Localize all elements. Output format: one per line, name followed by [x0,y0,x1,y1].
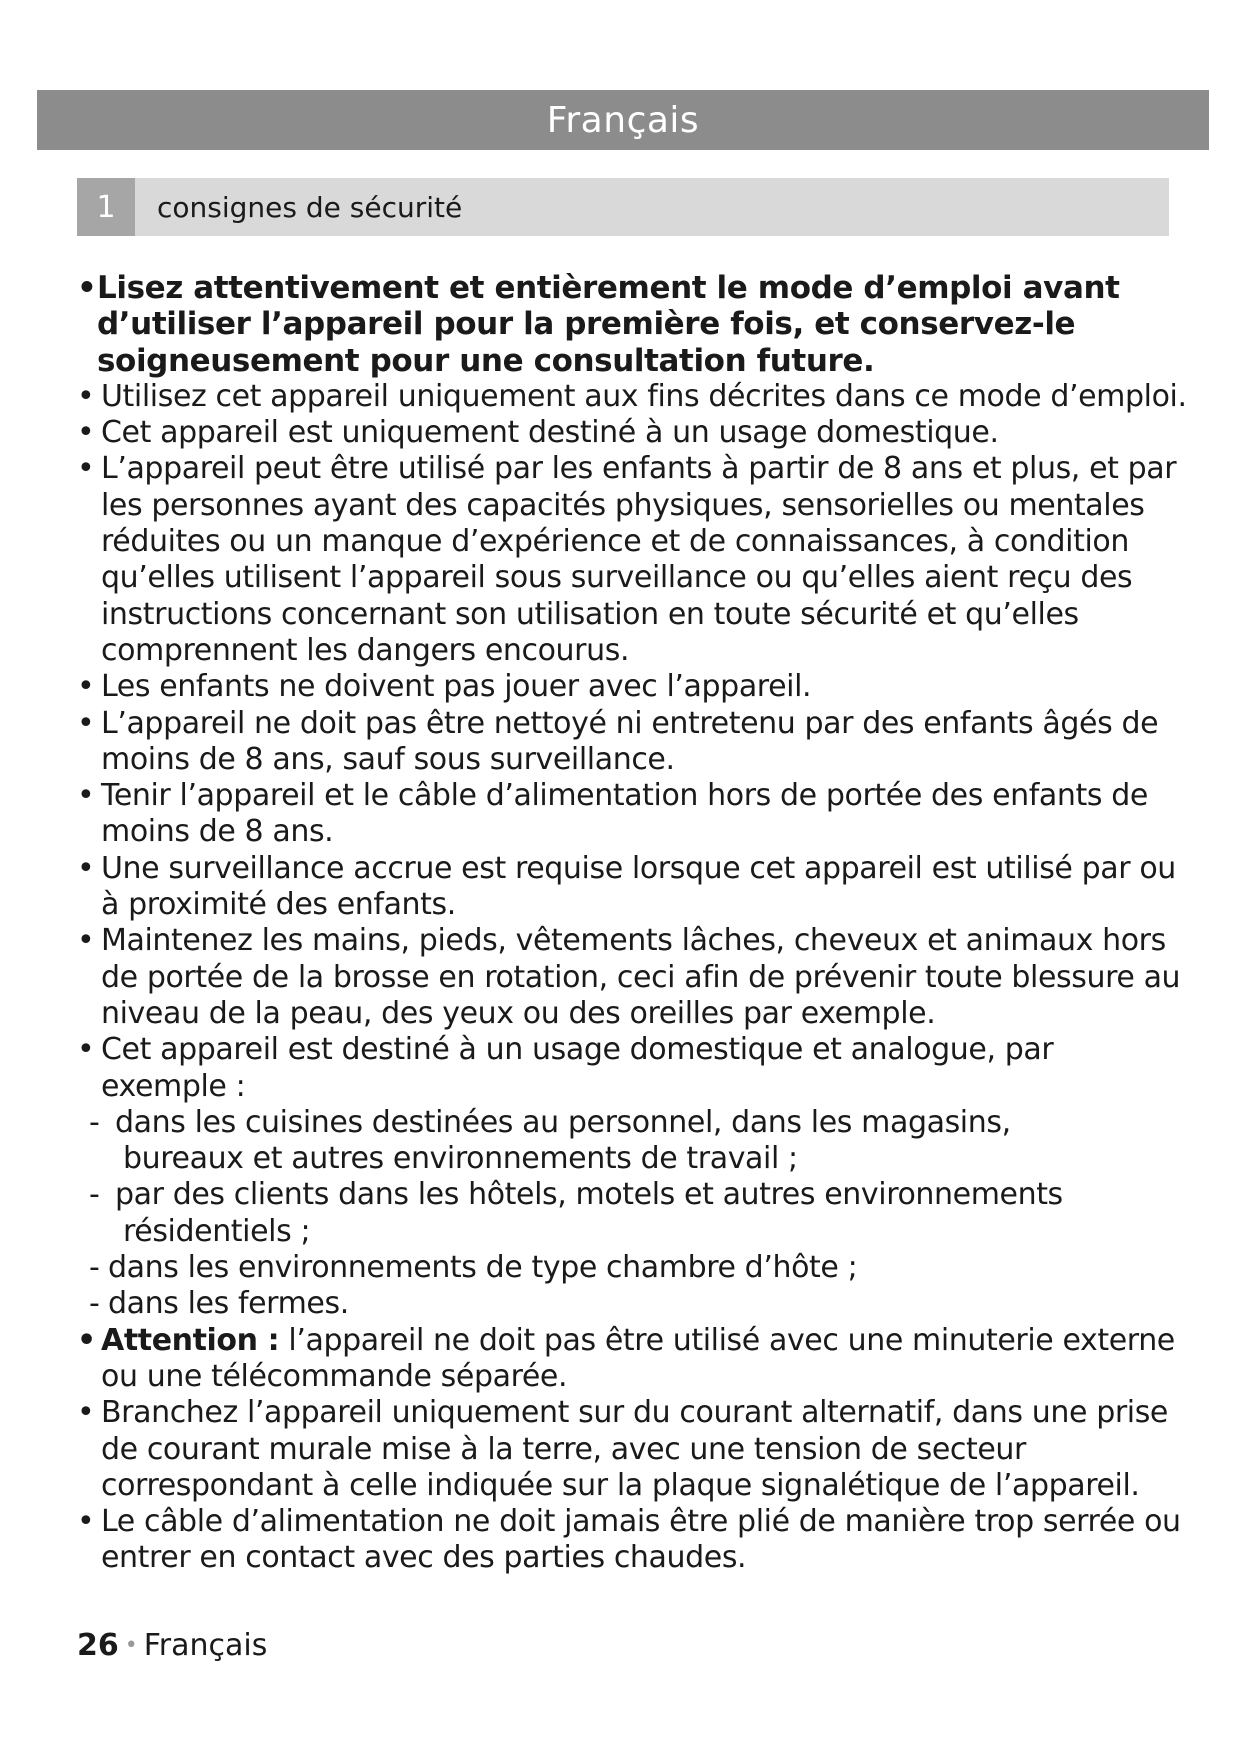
safety-instructions [77,270,1187,1577]
list-item [77,851,1187,924]
list-item [77,415,1187,451]
attention-label: Attention : [101,1322,280,1358]
list-item [77,669,1187,705]
bullet-icon: • [77,850,95,886]
item-text: Maintenez les mains, pieds, vêtements lâches, cheveux et animaux hors de portée de la brosse en rotation, ceci afin de prévenir toute blessure au niveau de la peau, des yeux ou des oreilles par exemple. [101,923,1181,1031]
item-text: Une surveillance accrue est requise lorsque cet appareil est utilisé par ou à proximité des enfants. [101,850,1176,923]
list-item [77,451,1187,669]
bullet-icon: • [77,778,95,814]
dash-icon: - [89,1104,100,1140]
item-text: Utilisez cet appareil uniquement aux fins décrites dans ce mode d’emploi. [101,378,1187,414]
list-item [77,706,1187,779]
bullet-icon: • [77,1395,95,1431]
list-item [77,778,1187,851]
language-header-title: Français [546,99,700,141]
sub-item-text-continued: bureaux et autres environnements de travail ; [123,1141,798,1177]
list-item [77,1504,1187,1577]
sub-item-text: dans les fermes. [108,1286,349,1322]
list-item [77,1032,1187,1105]
dash-icon: - [89,1286,100,1322]
dash-icon: - [89,1177,100,1213]
bullet-icon: • [77,1032,95,1068]
item-text: Les enfants ne doivent pas jouer avec l’appareil. [101,669,812,705]
item-text: Branchez l’appareil uniquement sur du courant alternatif, dans une prise de courant murale mise à la terre, avec une tension de secteur correspondant à celle indiquée sur la plaque signalétique de l’appareil. [101,1395,1168,1503]
footer-language: Français [143,1628,268,1663]
page-footer [77,1628,267,1663]
bullet-icon: • [77,451,95,487]
item-text: Lisez attentivement et entièrement le mode d’emploi avant d’utiliser l’appareil pour la première fois, et conservez-le soigneusement pour une consultation future. [97,270,1120,379]
attention-text: l’appareil ne doit pas être utilisé avec une minuterie externe ou une télécommande séparée. [101,1322,1175,1394]
bullet-icon: • [77,705,95,741]
bullet-icon: • [77,270,97,306]
bullet-icon: • [77,378,95,414]
item-text: L’appareil peut être utilisé par les enfants à partir de 8 ans et plus, et par les personnes ayant des capacités physiques, sensorielles ou mentales réduites ou un manque d’expérience et de connaissances, à condition qu’elles utilisent l’appareil sous surveillance ou qu’elles aient reçu des instructions concernant son utilisation en toute sécurité et qu’elles comprennent les dangers encourus. [101,451,1177,668]
bullet-icon: • [77,923,95,959]
sub-item-text: par des clients dans les hôtels, motels et autres environnements [115,1177,1063,1213]
attention-item [77,1323,1187,1396]
item-text: Cet appareil est uniquement destiné à un usage domestique. [101,415,999,451]
sub-item-text: dans les environnements de type chambre d’hôte ; [108,1250,858,1286]
section-title: consignes de sécurité [157,190,463,224]
bullet-icon: • [77,1504,95,1540]
section-number: 1 [77,178,135,236]
list-item [77,1395,1187,1504]
footer-separator: • [124,1633,138,1658]
dash-icon: - [89,1250,100,1286]
bullet-icon: • [77,669,95,705]
page-number: 26 [77,1628,119,1663]
item-text: L’appareil ne doit pas être nettoyé ni entretenu par des enfants âgés de moins de 8 ans, sauf sous surveillance. [101,705,1159,777]
sub-list-item [77,1286,1187,1322]
item-text: Le câble d’alimentation ne doit jamais être plié de manière trop serrée ou entrer en contact avec des parties chaudes. [101,1504,1181,1576]
sub-item-text: dans les cuisines destinées au personnel, dans les magasins, [115,1104,1011,1140]
sub-list-item [77,1105,1187,1178]
item-text: Cet appareil est destiné à un usage domestique et analogue, par exemple : [101,1032,1054,1104]
list-item [77,379,1187,415]
list-item [77,270,1187,379]
item-text: Tenir l’appareil et le câble d’alimentation hors de portée des enfants de moins de 8 ans. [101,778,1148,850]
bullet-icon: • [77,1322,96,1358]
sub-item-text-continued: résidentiels ; [123,1213,311,1249]
language-header [37,90,1209,150]
section-header [77,178,1169,236]
sub-list-item [77,1250,1187,1286]
sub-list-item [77,1177,1187,1250]
list-item [77,923,1187,1032]
bullet-icon: • [77,415,95,451]
